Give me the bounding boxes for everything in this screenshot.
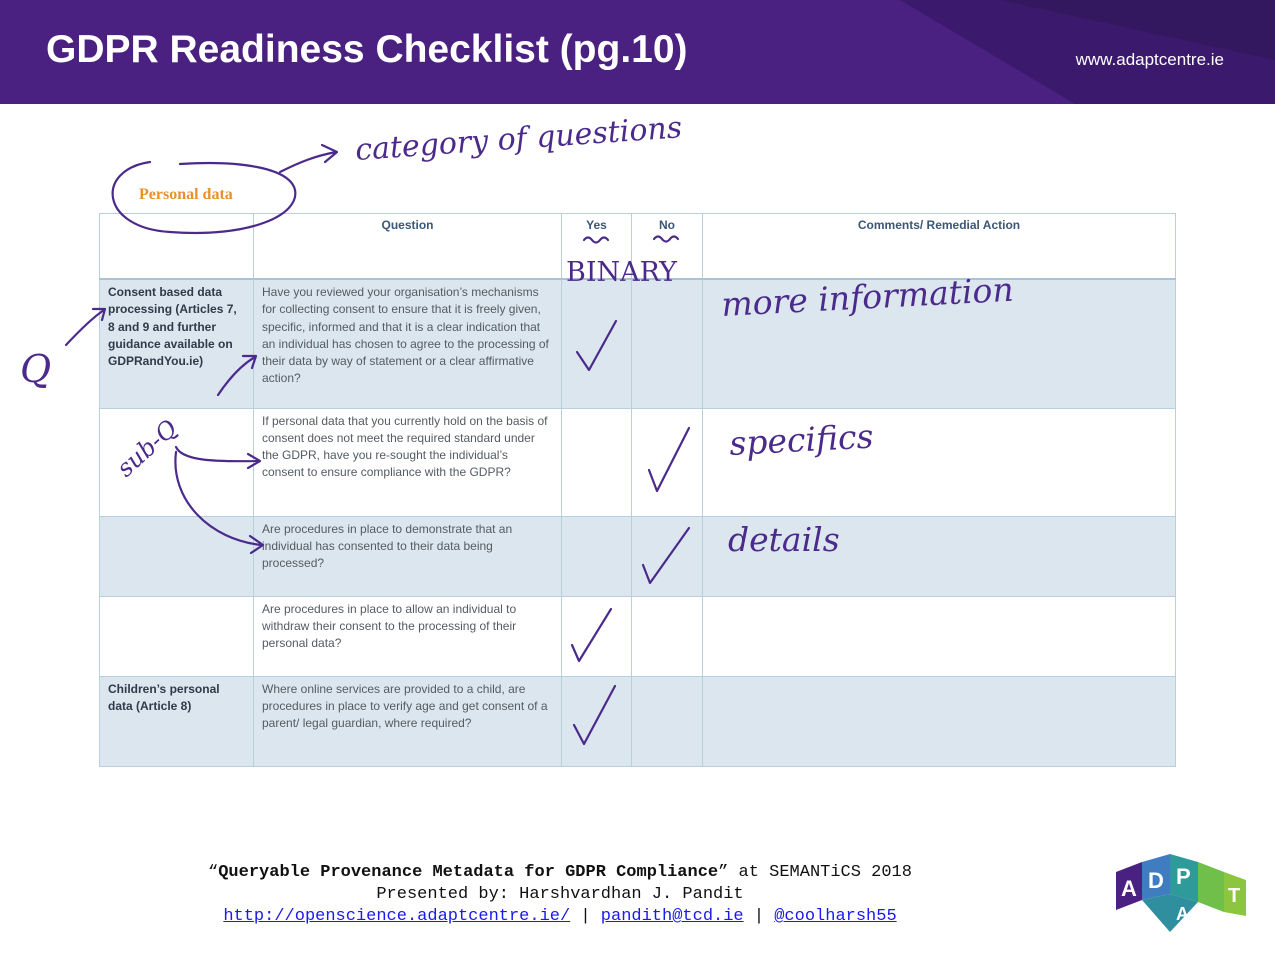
table-row	[100, 676, 1176, 766]
footer-links	[0, 906, 1120, 928]
link-separator: |	[743, 907, 775, 926]
row-comments-cell	[703, 516, 1176, 596]
slide-title: GDPR Readiness Checklist (pg.10)	[46, 28, 688, 71]
note-category-of-questions: category of questions	[354, 110, 684, 168]
note-sub-q: sub-Q	[111, 414, 183, 483]
row-category: Children’s personal data (Article 8)	[100, 676, 254, 766]
row-yes-cell	[562, 408, 632, 516]
note-more-information: more information	[720, 269, 1015, 324]
row-yes-cell	[562, 516, 632, 596]
link-openscience[interactable]: http://openscience.adaptcentre.ie/	[223, 907, 571, 926]
presenter-line: Presented by: Harshvardhan J. Pandit	[376, 885, 744, 904]
row-question: Are procedures in place to allow an individual to withdraw their consent to the processing of their personal data?	[254, 596, 562, 676]
row-comments-cell	[703, 408, 1176, 516]
row-no-cell	[632, 279, 703, 408]
quote-open: “	[208, 863, 219, 882]
link-separator: |	[570, 907, 601, 926]
header-comments: Comments/ Remedial Action	[703, 214, 1176, 280]
table-row	[100, 408, 1176, 516]
row-no-cell	[632, 516, 703, 596]
logo-letter-t: T	[1228, 885, 1241, 907]
row-comments-cell	[703, 596, 1176, 676]
logo-letter-a: A	[1121, 876, 1137, 901]
row-question: Are procedures in place to demonstrate that an individual has consented to their data being processed?	[254, 516, 562, 596]
logo-letter-p: P	[1176, 864, 1191, 889]
row-category	[100, 408, 254, 516]
table-row	[100, 596, 1176, 676]
note-specifics: specifics	[728, 416, 875, 463]
footer-talk-line	[0, 862, 1120, 884]
row-category	[100, 516, 254, 596]
table-row	[100, 279, 1176, 408]
adapt-logo	[1112, 850, 1252, 935]
slide-header	[0, 0, 1275, 104]
row-yes-cell	[562, 279, 632, 408]
table-row	[100, 516, 1176, 596]
slide-footer	[0, 862, 1120, 928]
row-category: Consent based data processing (Articles 7, 8 and 9 and further guidance available on GDPRandYou.ie)	[100, 279, 254, 408]
table-header-row	[100, 214, 1176, 280]
row-no-cell	[632, 408, 703, 516]
row-no-cell	[632, 596, 703, 676]
row-comments-cell	[703, 279, 1176, 408]
row-question: Have you reviewed your organisation’s mechanisms for collecting consent to ensure that it is freely given, specific, informed and that it is a clear indication that an individual has chosen to agree to the processing of their data by way of statement or a clear affirmative action?	[254, 279, 562, 408]
row-yes-cell	[562, 596, 632, 676]
logo-letter-a2: A	[1176, 904, 1189, 924]
row-no-cell	[632, 676, 703, 766]
header-category	[100, 214, 254, 280]
header-yes: Yes	[562, 214, 632, 280]
quote-close: ”	[718, 863, 729, 882]
note-q: Q	[20, 347, 52, 391]
header-question: Question	[254, 214, 562, 280]
row-question: If personal data that you currently hold on the basis of consent does not meet the required standard under the GDPR, have you re-sought the individual’s consent to ensure compliance with the GDPR?	[254, 408, 562, 516]
section-label: Personal data	[139, 186, 233, 203]
checklist-table	[99, 213, 1176, 767]
link-email[interactable]: pandith@tcd.ie	[600, 907, 744, 926]
row-yes-cell	[562, 676, 632, 766]
talk-title: Queryable Provenance Metadata for GDPR Compliance	[218, 863, 719, 882]
website-url: www.adaptcentre.ie	[1075, 50, 1224, 69]
header-no: No	[632, 214, 703, 280]
row-comments-cell	[703, 676, 1176, 766]
note-details: details	[728, 520, 840, 559]
logo-letter-d: D	[1148, 868, 1164, 893]
row-question: Where online services are provided to a child, are procedures in place to verify age and get consent of a parent/ legal guardian, where required?	[254, 676, 562, 766]
note-binary: BINARY	[566, 257, 677, 288]
link-twitter[interactable]: @coolharsh55	[774, 907, 897, 926]
arrow-to-category-note	[280, 145, 337, 172]
venue: at SEMANTiCS 2018	[728, 863, 912, 882]
row-category	[100, 596, 254, 676]
